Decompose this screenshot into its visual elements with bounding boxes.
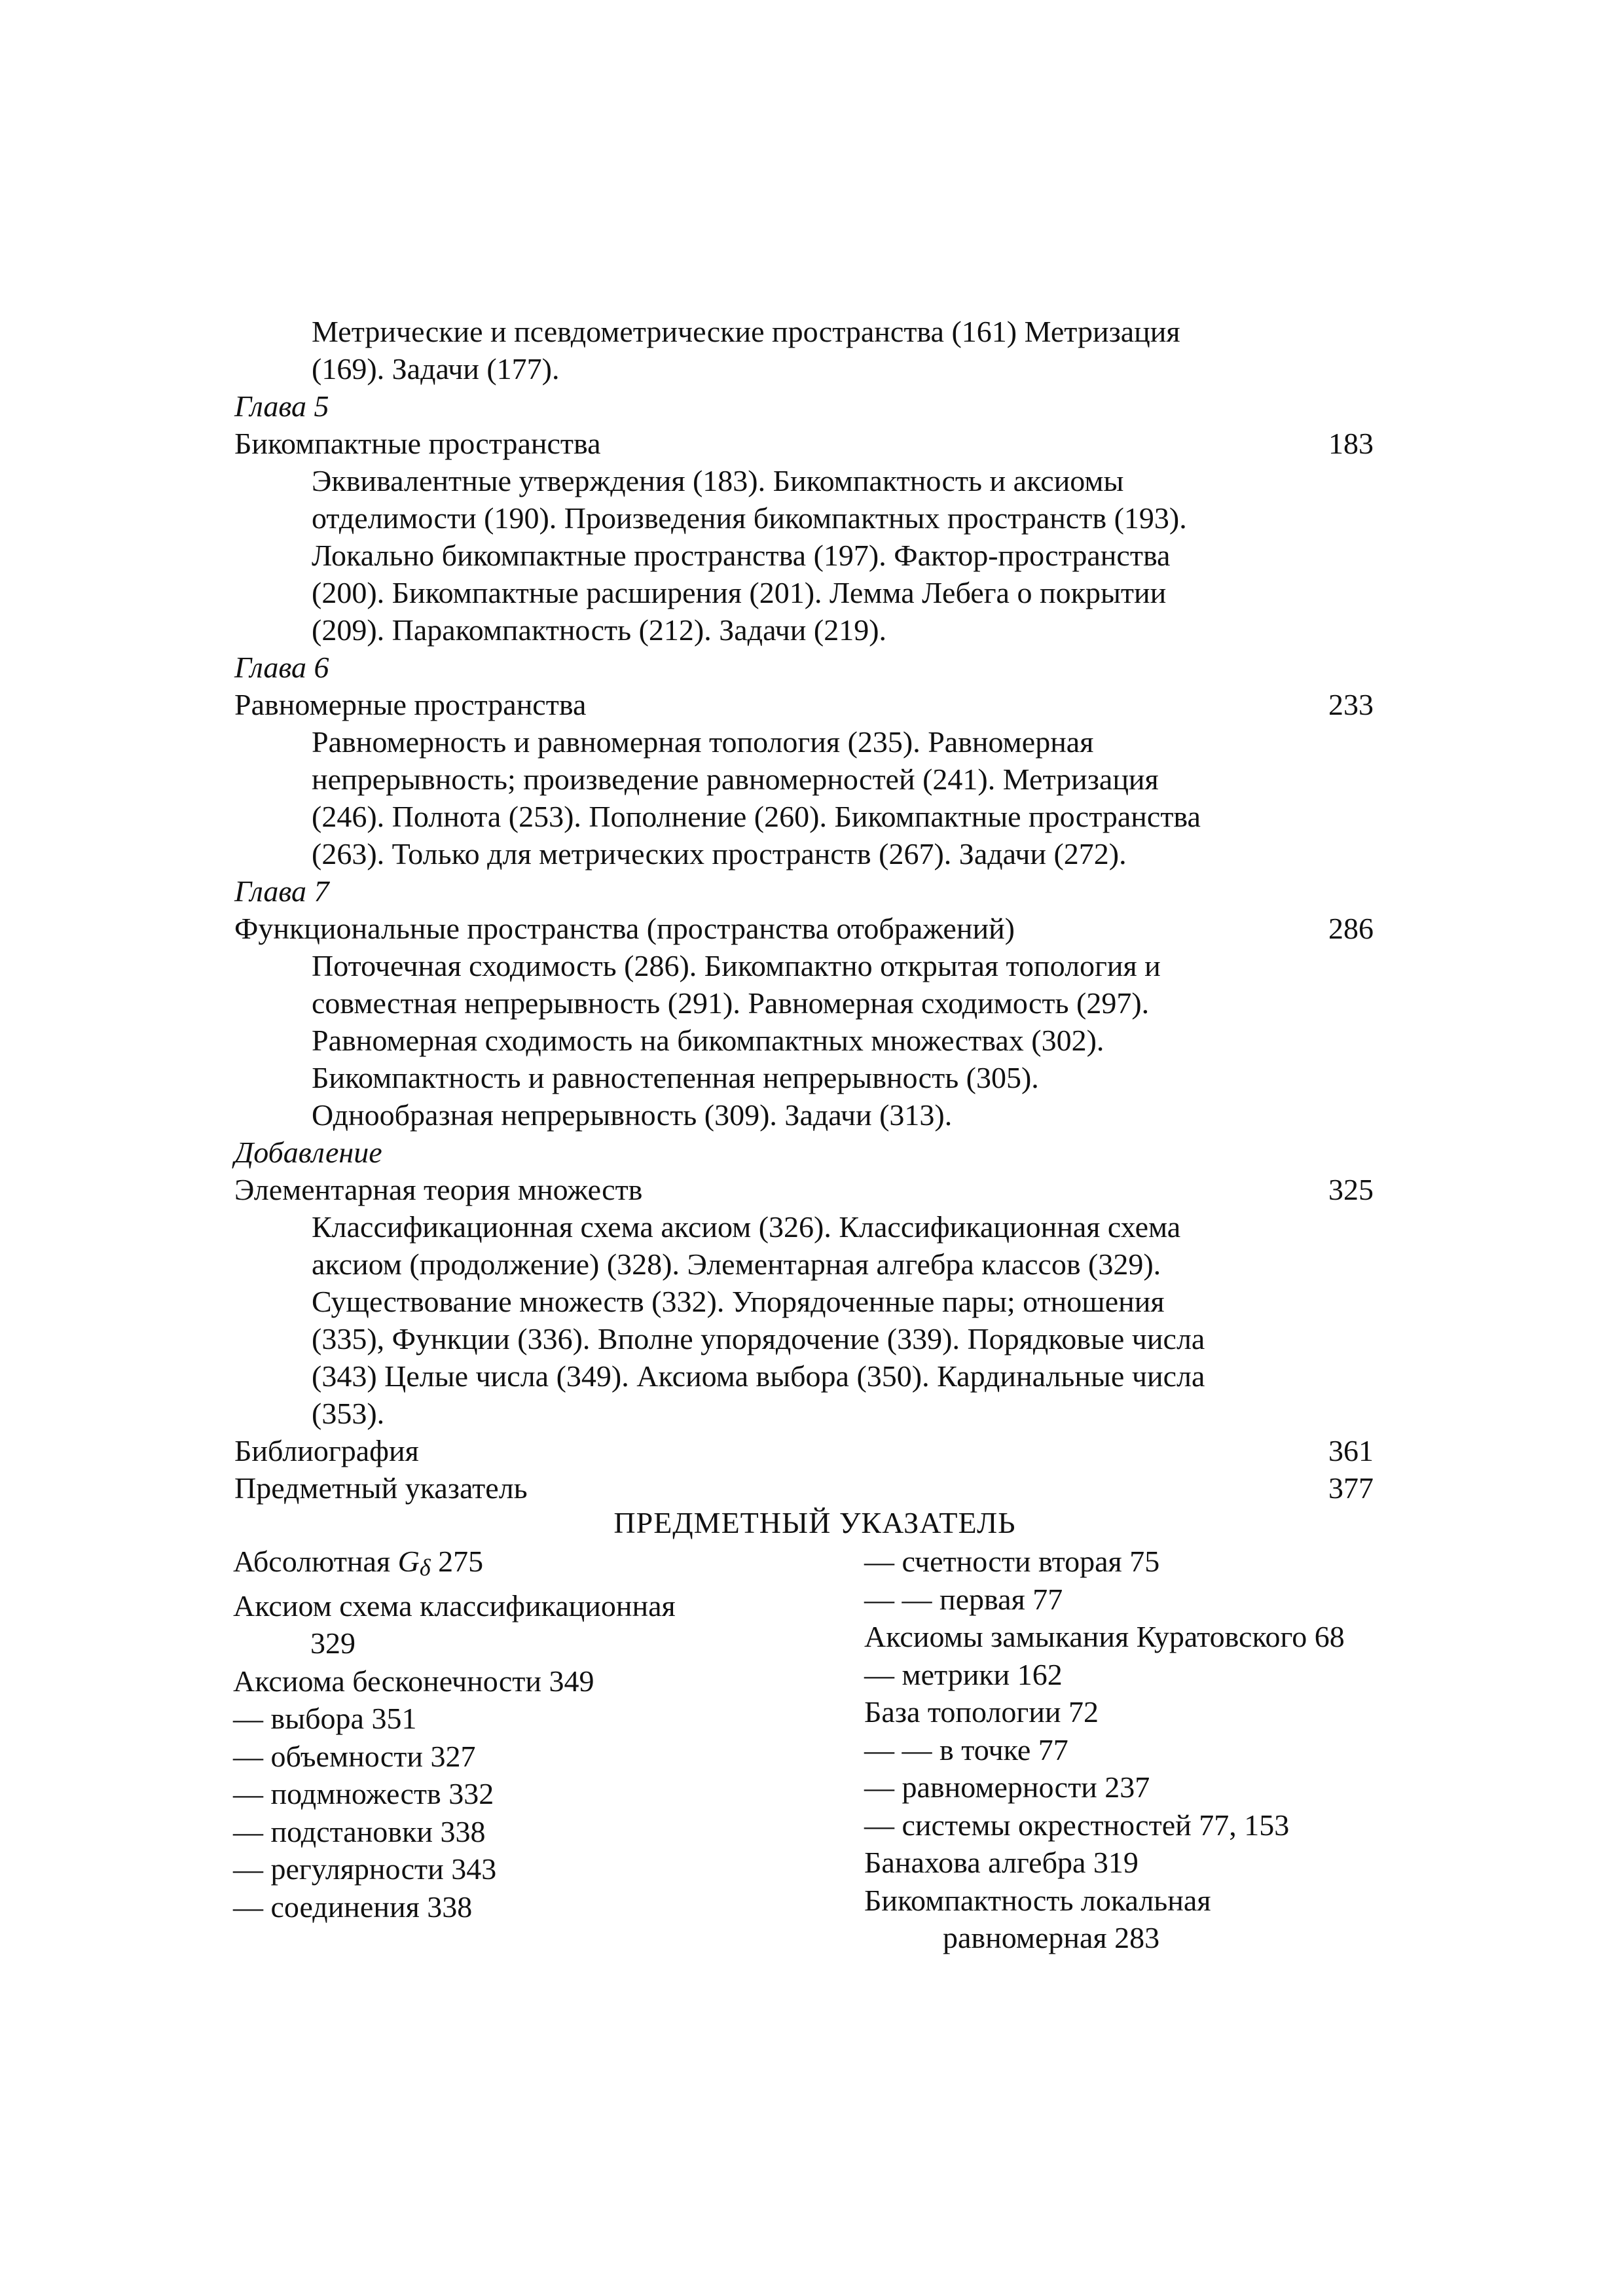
- index-entry: — регулярности 343: [233, 1852, 497, 1886]
- index-entry: Аксиома бесконечности 349: [233, 1664, 594, 1698]
- toc-page-number: 286: [1328, 912, 1374, 945]
- toc-entry-subject-index[interactable]: [234, 1469, 1374, 1507]
- toc-entry-title: Библиография: [234, 1434, 419, 1467]
- desc-line: Эквивалентные утверждения (183). Бикомпактность и аксиомы: [312, 464, 1124, 497]
- desc-line: Классификационная схема аксиом (326). Классификационная схема: [312, 1210, 1181, 1244]
- intro-description: [312, 313, 1281, 387]
- chapter-description: [312, 1208, 1281, 1432]
- desc-line: (200). Бикомпактные расширения (201). Лемма Лебега о покрытии: [312, 576, 1167, 609]
- index-column-left: [233, 1543, 809, 1926]
- index-entry: — равномерности 237: [864, 1770, 1150, 1804]
- toc-entry-chapter-6[interactable]: [234, 686, 1374, 723]
- desc-line: аксиом (продолжение) (328). Элементарная алгебра классов (329).: [312, 1247, 1161, 1281]
- desc-line: (343) Целые числа (349). Аксиома выбора (350). Кардинальные числа: [312, 1359, 1205, 1393]
- toc-entry-appendix[interactable]: [234, 1171, 1374, 1208]
- index-entry: Аксиом схема классификационная: [233, 1588, 676, 1623]
- index-entry: [233, 1543, 809, 1587]
- desc-line: (169). Задачи (177).: [312, 352, 560, 386]
- desc-line: Равномерность и равномерная топология (235). Равномерная: [312, 725, 1094, 759]
- index-entry: — счетности вторая 75: [864, 1545, 1160, 1578]
- index-entry-page: 275: [438, 1545, 484, 1578]
- index-entry: — подмножеств 332: [233, 1777, 494, 1810]
- toc-page-number: 377: [1328, 1471, 1374, 1505]
- toc-entry-chapter-5[interactable]: [234, 425, 1374, 462]
- chapter-label: Добавление: [234, 1136, 382, 1169]
- index-entry-continuation: 329: [310, 1626, 356, 1660]
- index-entry-continuation: равномерная 283: [943, 1921, 1160, 1954]
- desc-line: Поточечная сходимость (286). Бикомпактно открытая топология и: [312, 949, 1161, 982]
- index-entry: — системы окрестностей 77, 153: [864, 1808, 1290, 1842]
- toc-page-number: 233: [1328, 688, 1374, 721]
- index-column-right: [864, 1543, 1453, 1957]
- index-entry: — — в точке 77: [864, 1732, 1068, 1767]
- desc-line: Бикомпактность и равностепенная непрерывность (305).: [312, 1061, 1039, 1094]
- desc-line: Существование множеств (332). Упорядоченные пары; отношения: [312, 1285, 1165, 1318]
- index-heading-text: ПРЕДМЕТНЫЙ УКАЗАТЕЛЬ: [613, 1506, 1016, 1539]
- g-delta-symbol: Gδ: [397, 1545, 431, 1581]
- toc-page-number: 361: [1328, 1434, 1374, 1467]
- chapter-label: Глава 7: [234, 874, 329, 908]
- chapter-description: [312, 947, 1281, 1134]
- desc-line: Равномерная сходимость на бикомпактных множествах (302).: [312, 1024, 1104, 1057]
- index-entry: — выбора 351: [233, 1702, 417, 1735]
- toc-page-number: 325: [1328, 1173, 1374, 1206]
- desc-line: (209). Паракомпактность (212). Задачи (219).: [312, 613, 887, 647]
- desc-line: (353).: [312, 1397, 385, 1430]
- toc-entry-title: Функциональные пространства (пространства отображений): [234, 912, 1015, 945]
- index-entry: — — первая 77: [864, 1582, 1063, 1616]
- toc-entry-title: Бикомпактные пространства: [234, 427, 601, 460]
- index-entry: — подстановки 338: [233, 1814, 486, 1848]
- table-of-contents: [234, 313, 1374, 1507]
- toc-entry-title: Предметный указатель: [234, 1471, 528, 1505]
- toc-entry-chapter-7[interactable]: [234, 910, 1374, 947]
- index-entry: Аксиомы замыкания Куратовского 68: [864, 1620, 1345, 1653]
- toc-page-number: 183: [1328, 427, 1374, 460]
- desc-line: совместная непрерывность (291). Равномерная сходимость (297).: [312, 986, 1150, 1020]
- desc-line: Метрические и псевдометрические пространства (161) Метризация: [312, 315, 1180, 348]
- index-heading: [0, 1505, 1623, 1540]
- index-entry: — соединения 338: [233, 1890, 473, 1924]
- toc-entry-bibliography[interactable]: [234, 1432, 1374, 1469]
- desc-line: (246). Полнота (253). Пополнение (260). Бикомпактные пространства: [312, 800, 1201, 833]
- toc-entry-title: Равномерные пространства: [234, 688, 587, 721]
- desc-line: Однообразная непрерывность (309). Задачи (313).: [312, 1098, 953, 1132]
- chapter-label: Глава 5: [234, 389, 329, 423]
- index-entry-prefix: Абсолютная: [233, 1545, 391, 1578]
- index-entry: Бикомпактность локальная: [864, 1883, 1211, 1917]
- index-entry: — объемности 327: [233, 1739, 476, 1773]
- index-entry: База топологии 72: [864, 1695, 1099, 1729]
- desc-line: отделимости (190). Произведения бикомпактных пространств (193).: [312, 501, 1187, 535]
- chapter-description: [312, 723, 1281, 872]
- index-entry: — метрики 162: [864, 1657, 1063, 1691]
- desc-line: (263). Только для метрических пространств (267). Задачи (272).: [312, 837, 1127, 870]
- desc-line: Локально бикомпактные пространства (197). Фактор-пространства: [312, 539, 1171, 572]
- desc-line: (335), Функции (336). Вполне упорядочение (339). Порядковые числа: [312, 1322, 1205, 1355]
- desc-line: непрерывность; произведение равномерностей (241). Метризация: [312, 762, 1159, 796]
- index-entry: Банахова алгебра 319: [864, 1846, 1139, 1879]
- chapter-description: [312, 462, 1281, 649]
- chapter-label: Глава 6: [234, 651, 329, 684]
- toc-entry-title: Элементарная теория множеств: [234, 1173, 643, 1206]
